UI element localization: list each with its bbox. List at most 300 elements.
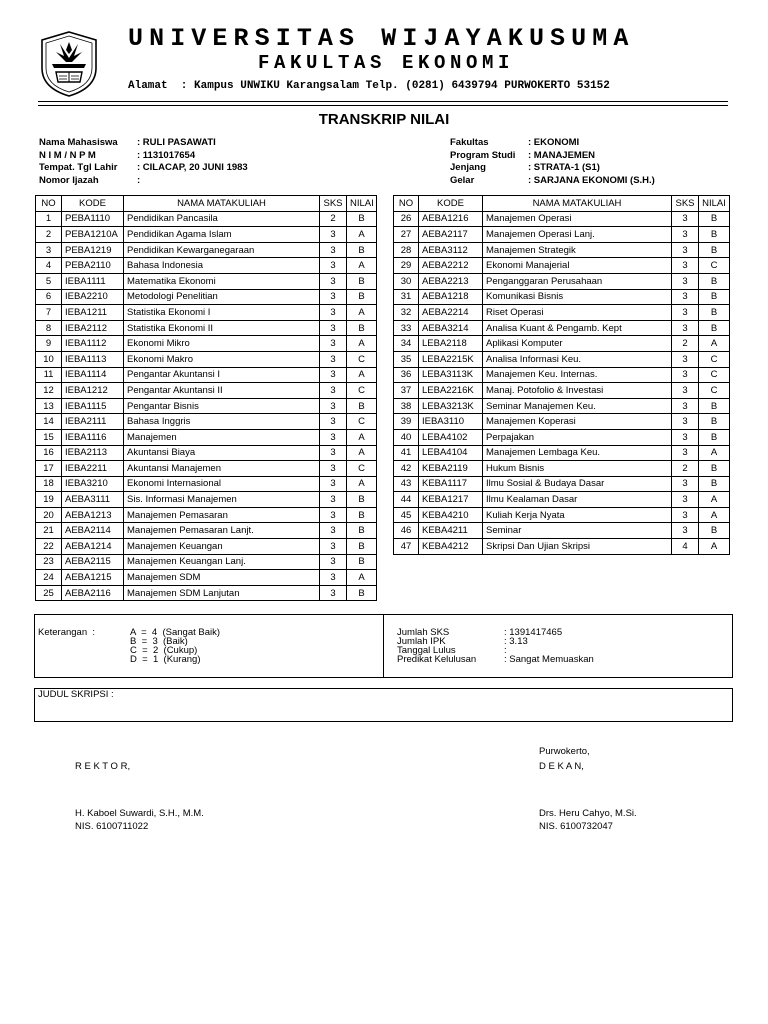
cell-no: 44 — [394, 492, 419, 508]
cell-no: 23 — [36, 554, 62, 570]
cell-nilai: B — [699, 429, 730, 445]
dekan-name: Drs. Heru Cahyo, M.Si. — [539, 808, 637, 819]
cell-kode: AEBA2115 — [62, 554, 124, 570]
info-row — [39, 162, 248, 175]
table-header-row — [394, 196, 730, 212]
cell-nama: Hukum Bisnis — [483, 461, 672, 477]
header-nama: NAMA MATAKULIAH — [483, 196, 672, 212]
cell-kode: IEBA1116 — [62, 429, 124, 445]
cell-no: 5 — [36, 273, 62, 289]
cell-kode: IEBA1211 — [62, 305, 124, 321]
cell-no: 2 — [36, 227, 62, 243]
table-row — [36, 476, 377, 492]
cell-kode: IEBA1114 — [62, 367, 124, 383]
cell-nilai: B — [347, 398, 377, 414]
cell-no: 3 — [36, 242, 62, 258]
dekan-nis: NIS. 6100732047 — [539, 821, 613, 832]
cell-sks: 3 — [320, 273, 347, 289]
table-row — [394, 305, 730, 321]
cell-nilai: A — [699, 336, 730, 352]
cell-sks: 3 — [320, 507, 347, 523]
table-row — [394, 351, 730, 367]
cell-nama: Manajemen SDM Lanjutan — [124, 585, 320, 601]
cell-sks: 3 — [320, 305, 347, 321]
cell-nama: Akuntansi Manajemen — [124, 461, 320, 477]
cell-no: 26 — [394, 211, 419, 227]
table-row — [394, 398, 730, 414]
table-row — [36, 507, 377, 523]
cell-sks: 3 — [672, 242, 699, 258]
cell-no: 19 — [36, 492, 62, 508]
cell-kode: AEBA2114 — [62, 523, 124, 539]
cell-no: 29 — [394, 258, 419, 274]
cell-nilai: B — [699, 523, 730, 539]
table-row — [36, 492, 377, 508]
cell-nama: Manajemen Operasi — [483, 211, 672, 227]
info-row — [450, 137, 655, 150]
cell-nama: Ilmu Kealaman Dasar — [483, 492, 672, 508]
cell-sks: 3 — [320, 476, 347, 492]
cell-nilai: B — [347, 507, 377, 523]
info-label: Jenjang — [450, 162, 486, 174]
cell-sks: 3 — [672, 398, 699, 414]
cell-kode: AEBA1216 — [419, 211, 483, 227]
info-value: : EKONOMI — [528, 137, 580, 148]
cell-nilai: A — [347, 476, 377, 492]
rektor-nis: NIS. 6100711022 — [75, 821, 149, 832]
faculty-name: FAKULTAS EKONOMI — [258, 52, 515, 74]
cell-nilai: C — [699, 383, 730, 399]
table-row — [394, 414, 730, 430]
cell-sks: 3 — [672, 445, 699, 461]
cell-no: 31 — [394, 289, 419, 305]
cell-kode: KEBA1117 — [419, 476, 483, 492]
cell-nilai: B — [347, 242, 377, 258]
cell-sks: 3 — [320, 320, 347, 336]
table-row — [394, 273, 730, 289]
header-kode: KODE — [419, 196, 483, 212]
table-row — [394, 211, 730, 227]
cell-no: 13 — [36, 398, 62, 414]
cell-nilai: A — [699, 492, 730, 508]
cell-no: 32 — [394, 305, 419, 321]
cell-nama: Statistika Ekonomi I — [124, 305, 320, 321]
cell-kode: LEBA4104 — [419, 445, 483, 461]
table-row — [36, 273, 377, 289]
cell-no: 24 — [36, 570, 62, 586]
cell-sks: 3 — [320, 336, 347, 352]
signature-place: Purwokerto, — [539, 746, 590, 757]
cell-nama: Skripsi Dan Ujian Skripsi — [483, 539, 672, 555]
cell-nama: Ekonomi Manajerial — [483, 258, 672, 274]
cell-nama: Bahasa Inggris — [124, 414, 320, 430]
header-divider-thin — [38, 105, 728, 106]
cell-no: 40 — [394, 429, 419, 445]
rektor-title: R E K T O R, — [75, 761, 131, 772]
cell-nilai: B — [347, 492, 377, 508]
cell-sks: 3 — [672, 258, 699, 274]
legend-item: D = 1 (Kurang) — [130, 654, 201, 665]
cell-nama: Pendidikan Agama Islam — [124, 227, 320, 243]
cell-kode: AEBA2214 — [419, 305, 483, 321]
cell-nama: Manajemen Keuangan Lanj. — [124, 554, 320, 570]
cell-no: 46 — [394, 523, 419, 539]
cell-kode: AEBA2212 — [419, 258, 483, 274]
cell-no: 36 — [394, 367, 419, 383]
rektor-name: H. Kaboel Suwardi, S.H., M.M. — [75, 808, 204, 819]
cell-nilai: B — [699, 476, 730, 492]
table-row — [394, 367, 730, 383]
cell-no: 28 — [394, 242, 419, 258]
info-label: Nomor Ijazah — [39, 174, 99, 186]
cell-nama: Ekonomi Makro — [124, 351, 320, 367]
cell-sks: 4 — [672, 539, 699, 555]
summary-value: : Sangat Memuaskan — [504, 654, 594, 665]
cell-sks: 3 — [320, 445, 347, 461]
table-row — [394, 492, 730, 508]
cell-sks: 3 — [672, 320, 699, 336]
info-label: N I M / N P M — [39, 149, 96, 161]
address: Alamat : Kampus UNWIKU Karangsalam Telp. (0281) 6439794 PURWOKERTO 53152 — [128, 80, 610, 92]
cell-sks: 2 — [320, 211, 347, 227]
cell-nama: Manajemen — [124, 429, 320, 445]
cell-kode: IEBA2211 — [62, 461, 124, 477]
cell-nama: Manajemen Strategik — [483, 242, 672, 258]
table-row — [36, 414, 377, 430]
thesis-box — [34, 688, 733, 722]
table-row — [394, 227, 730, 243]
cell-nama: Pengantar Akuntansi II — [124, 383, 320, 399]
cell-nama: Metodologi Penelitian — [124, 289, 320, 305]
cell-kode: IEBA2113 — [62, 445, 124, 461]
cell-no: 10 — [36, 351, 62, 367]
table-row — [394, 461, 730, 477]
cell-nama: Kuliah Kerja Nyata — [483, 507, 672, 523]
cell-sks: 3 — [320, 429, 347, 445]
cell-kode: IEBA1115 — [62, 398, 124, 414]
cell-sks: 3 — [672, 351, 699, 367]
cell-kode: IEBA2111 — [62, 414, 124, 430]
cell-nilai: B — [347, 523, 377, 539]
table-row — [36, 367, 377, 383]
cell-nilai: B — [699, 414, 730, 430]
table-row — [36, 258, 377, 274]
university-logo-icon — [38, 30, 100, 98]
cell-no: 47 — [394, 539, 419, 555]
info-row — [450, 162, 655, 175]
cell-nilai: B — [699, 211, 730, 227]
cell-sks: 3 — [672, 273, 699, 289]
cell-no: 33 — [394, 320, 419, 336]
cell-kode: KEBA4210 — [419, 507, 483, 523]
cell-nilai: B — [699, 289, 730, 305]
cell-nilai: A — [347, 227, 377, 243]
cell-kode: KEBA1217 — [419, 492, 483, 508]
table-row — [394, 429, 730, 445]
cell-nilai: A — [347, 445, 377, 461]
cell-kode: AEBA1215 — [62, 570, 124, 586]
table-row — [36, 429, 377, 445]
cell-no: 43 — [394, 476, 419, 492]
cell-kode: AEBA2117 — [419, 227, 483, 243]
cell-no: 14 — [36, 414, 62, 430]
cell-kode: PEBA2110 — [62, 258, 124, 274]
cell-no: 16 — [36, 445, 62, 461]
cell-nama: Perpajakan — [483, 429, 672, 445]
cell-nama: Seminar — [483, 523, 672, 539]
cell-kode: IEBA1111 — [62, 273, 124, 289]
cell-sks: 3 — [320, 539, 347, 555]
table-row — [394, 383, 730, 399]
table-row — [36, 539, 377, 555]
cell-sks: 3 — [672, 383, 699, 399]
table-row — [36, 305, 377, 321]
summary-label: Predikat Kelulusan — [397, 654, 477, 665]
legend-item: A = 4 (Sangat Baik) — [130, 627, 221, 638]
cell-sks: 3 — [320, 289, 347, 305]
cell-kode: IEBA3110 — [419, 414, 483, 430]
summary-label: Tanggal Lulus — [397, 645, 456, 656]
cell-no: 7 — [36, 305, 62, 321]
cell-no: 18 — [36, 476, 62, 492]
cell-nama: Komunikasi Bisnis — [483, 289, 672, 305]
cell-sks: 3 — [320, 570, 347, 586]
info-value: : STRATA-1 (S1) — [528, 162, 600, 174]
cell-sks: 3 — [320, 398, 347, 414]
cell-no: 11 — [36, 367, 62, 383]
cell-nama: Penganggaran Perusahaan — [483, 273, 672, 289]
cell-nama: Bahasa Indonesia — [124, 258, 320, 274]
cell-kode: IEBA3210 — [62, 476, 124, 492]
cell-kode: LEBA3113K — [419, 367, 483, 383]
cell-no: 9 — [36, 336, 62, 352]
cell-nilai: C — [347, 383, 377, 399]
cell-no: 38 — [394, 398, 419, 414]
cell-nama: Manajemen Pemasaran — [124, 507, 320, 523]
cell-nama: Manajemen Keuangan — [124, 539, 320, 555]
cell-sks: 3 — [320, 554, 347, 570]
cell-kode: AEBA1218 — [419, 289, 483, 305]
cell-no: 27 — [394, 227, 419, 243]
info-label: Tempat. Tgl Lahir — [39, 162, 118, 174]
cell-nama: Aplikasi Komputer — [483, 336, 672, 352]
table-row — [394, 523, 730, 539]
university-name: UNIVERSITAS WIJAYAKUSUMA — [128, 24, 635, 53]
table-row — [394, 476, 730, 492]
cell-nama: Pendidikan Kewarganegaraan — [124, 242, 320, 258]
page-title: TRANSKRIP NILAI — [318, 111, 450, 128]
info-value: : 1131017654 — [137, 149, 196, 161]
cell-no: 15 — [36, 429, 62, 445]
summary-value: : — [504, 645, 507, 656]
cell-sks: 3 — [320, 383, 347, 399]
cell-nama: Sis. Informasi Manajemen — [124, 492, 320, 508]
table-row — [394, 258, 730, 274]
table-row — [394, 320, 730, 336]
cell-kode: AEBA3111 — [62, 492, 124, 508]
table-row — [394, 445, 730, 461]
summary-label: Jumlah IPK — [397, 636, 446, 647]
cell-sks: 3 — [320, 242, 347, 258]
cell-no: 21 — [36, 523, 62, 539]
cell-nama: Manajemen Koperasi — [483, 414, 672, 430]
cell-nilai: A — [347, 336, 377, 352]
grades-table-right — [393, 195, 730, 555]
cell-sks: 3 — [320, 492, 347, 508]
cell-sks: 3 — [672, 227, 699, 243]
cell-nama: Ilmu Sosial & Budaya Dasar — [483, 476, 672, 492]
cell-sks: 3 — [320, 414, 347, 430]
cell-no: 34 — [394, 336, 419, 352]
cell-sks: 3 — [672, 414, 699, 430]
header-sks: SKS — [672, 196, 699, 212]
cell-nama: Akuntansi Biaya — [124, 445, 320, 461]
cell-nilai: A — [699, 507, 730, 523]
cell-kode: PEBA1110 — [62, 211, 124, 227]
cell-nilai: C — [347, 461, 377, 477]
cell-nilai: A — [347, 305, 377, 321]
info-label: Program Studi — [450, 149, 516, 161]
cell-nilai: A — [347, 570, 377, 586]
cell-no: 4 — [36, 258, 62, 274]
cell-nilai: B — [347, 585, 377, 601]
cell-kode: IEBA1112 — [62, 336, 124, 352]
thesis-label: JUDUL SKRIPSI : — [38, 689, 114, 700]
table-row — [36, 585, 377, 601]
cell-kode: LEBA2118 — [419, 336, 483, 352]
cell-no: 6 — [36, 289, 62, 305]
cell-no: 45 — [394, 507, 419, 523]
cell-nilai: B — [347, 320, 377, 336]
info-value: : MANAJEMEN — [528, 149, 596, 161]
table-row — [394, 336, 730, 352]
cell-nama: Manajemen SDM — [124, 570, 320, 586]
cell-nilai: C — [699, 258, 730, 274]
table-row — [36, 523, 377, 539]
cell-nama: Analisa Informasi Keu. — [483, 351, 672, 367]
table-row — [36, 461, 377, 477]
cell-no: 30 — [394, 273, 419, 289]
cell-no: 37 — [394, 383, 419, 399]
cell-sks: 3 — [672, 507, 699, 523]
table-row — [36, 336, 377, 352]
table-row — [394, 289, 730, 305]
student-info-right — [450, 137, 655, 187]
cell-nilai: A — [347, 429, 377, 445]
cell-nilai: B — [699, 227, 730, 243]
info-row — [39, 175, 248, 188]
cell-nilai: B — [699, 305, 730, 321]
cell-sks: 3 — [672, 305, 699, 321]
info-row — [450, 150, 655, 163]
cell-sks: 3 — [320, 258, 347, 274]
header-nilai: NILAI — [347, 196, 377, 212]
cell-nama: Seminar Manajemen Keu. — [483, 398, 672, 414]
info-row — [39, 150, 248, 163]
legend-item: B = 3 (Baik) — [130, 636, 188, 647]
cell-no: 17 — [36, 461, 62, 477]
table-row — [394, 539, 730, 555]
cell-kode: IEBA1113 — [62, 351, 124, 367]
cell-nilai: B — [347, 554, 377, 570]
cell-nilai: A — [347, 258, 377, 274]
cell-kode: AEBA2116 — [62, 585, 124, 601]
cell-kode: KEBA4211 — [419, 523, 483, 539]
info-row — [450, 175, 655, 188]
table-row — [394, 242, 730, 258]
header-no: NO — [394, 196, 419, 212]
cell-nilai: B — [347, 273, 377, 289]
table-row — [36, 383, 377, 399]
cell-no: 8 — [36, 320, 62, 336]
cell-kode: IEBA2210 — [62, 289, 124, 305]
table-row — [36, 351, 377, 367]
cell-nilai: C — [347, 351, 377, 367]
cell-nama: Ekonomi Mikro — [124, 336, 320, 352]
cell-kode: LEBA3213K — [419, 398, 483, 414]
cell-kode: AEBA1214 — [62, 539, 124, 555]
cell-kode: AEBA3112 — [419, 242, 483, 258]
cell-sks: 3 — [320, 351, 347, 367]
cell-kode: PEBA1219 — [62, 242, 124, 258]
table-row — [36, 570, 377, 586]
dekan-title: D E K A N, — [539, 761, 584, 772]
table-row — [36, 445, 377, 461]
cell-sks: 3 — [320, 367, 347, 383]
cell-sks: 3 — [672, 492, 699, 508]
cell-sks: 3 — [320, 523, 347, 539]
cell-kode: KEBA4212 — [419, 539, 483, 555]
summary-value: : 1391417465 — [504, 627, 563, 638]
legend-item: C = 2 (Cukup) — [130, 645, 198, 656]
grades-table-left — [35, 195, 377, 601]
table-row — [36, 320, 377, 336]
cell-no: 22 — [36, 539, 62, 555]
cell-nama: Manajemen Keu. Internas. — [483, 367, 672, 383]
cell-nama: Pengantar Bisnis — [124, 398, 320, 414]
cell-no: 39 — [394, 414, 419, 430]
cell-sks: 3 — [672, 211, 699, 227]
cell-kode: KEBA2119 — [419, 461, 483, 477]
cell-no: 20 — [36, 507, 62, 523]
table-header-row — [36, 196, 377, 212]
header-sks: SKS — [320, 196, 347, 212]
info-label: Gelar — [450, 174, 475, 186]
summary-divider — [383, 615, 384, 677]
table-row — [36, 242, 377, 258]
header-kode: KODE — [62, 196, 124, 212]
student-info-left — [39, 137, 248, 187]
info-label: Fakultas — [450, 137, 489, 148]
cell-kode: IEBA1212 — [62, 383, 124, 399]
cell-nama: Pengantar Akuntansi I — [124, 367, 320, 383]
cell-no: 12 — [36, 383, 62, 399]
cell-sks: 2 — [672, 461, 699, 477]
header-divider — [38, 101, 728, 102]
cell-sks: 2 — [672, 336, 699, 352]
cell-no: 25 — [36, 585, 62, 601]
cell-kode: LEBA4102 — [419, 429, 483, 445]
info-value: : CILACAP, 20 JUNI 1983 — [137, 162, 248, 174]
cell-kode: IEBA2112 — [62, 320, 124, 336]
cell-nama: Manajemen Pemasaran Lanjt. — [124, 523, 320, 539]
cell-nama: Ekonomi Internasional — [124, 476, 320, 492]
cell-no: 1 — [36, 211, 62, 227]
header-nama: NAMA MATAKULIAH — [124, 196, 320, 212]
cell-kode: LEBA2215K — [419, 351, 483, 367]
cell-nilai: B — [699, 273, 730, 289]
table-row — [36, 289, 377, 305]
